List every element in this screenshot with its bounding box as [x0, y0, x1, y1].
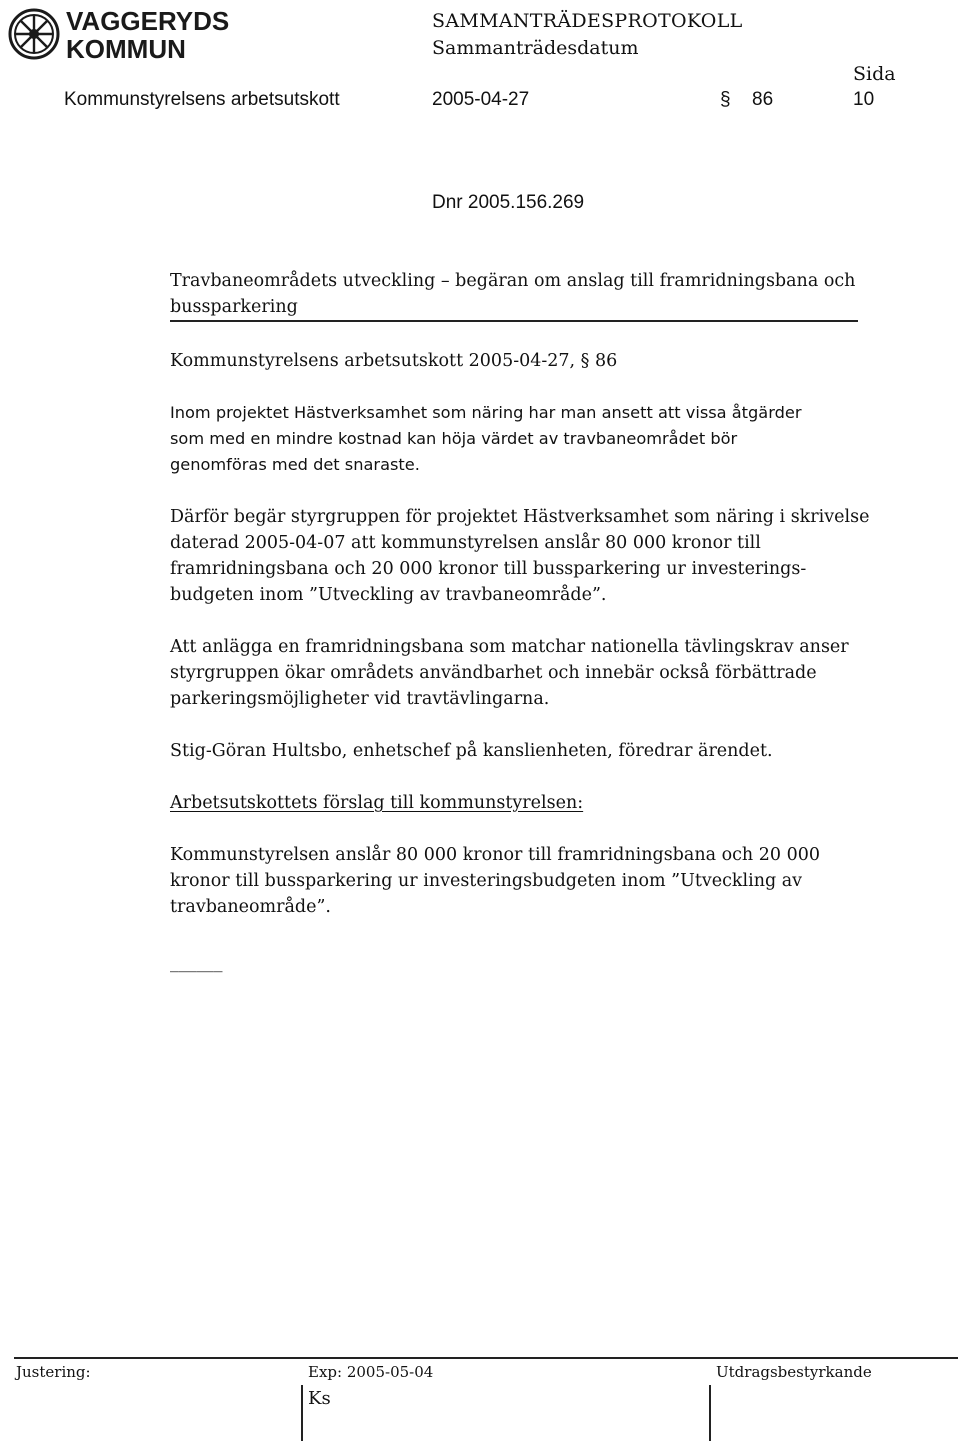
paragraph-number: 86 [752, 89, 774, 110]
reference-line [170, 348, 850, 374]
logo-line-2: KOMMUN [66, 34, 186, 64]
proposal-heading-text: Arbetsutskottets förslag till kommunstyrelsen: [170, 793, 584, 813]
reference-text: Kommunstyrelsens arbetsutskott 2005-04-27, § 86 [170, 351, 618, 371]
paragraph-line: genomföras med det snaraste. [170, 455, 420, 474]
case-title-line: Travbaneområdets utveckling – begäran om anslag till framridningsbana och [170, 271, 856, 291]
signature-box-divider [709, 1385, 711, 1441]
municipality-logo [8, 6, 230, 64]
paragraph-line: Att anlägga en framridningsbana som matchar nationella tävlingskrav anser [170, 637, 849, 657]
logo-line-1: VAGGERYDS [66, 6, 230, 36]
paragraph-line: Inom projektet Hästverksamhet som näring har man ansett att vissa åtgärder [170, 403, 802, 422]
case-title [170, 268, 856, 320]
request-paragraph [170, 504, 870, 608]
intro-paragraph [170, 400, 850, 478]
paragraph-line: som med en mindre kostnad kan höja värdet av travbaneområdet bör [170, 429, 738, 448]
paragraph-line: travbaneområde”. [170, 897, 331, 917]
presenter-line: Stig-Göran Hultsbo, enhetschef på kanslienheten, föredrar ärendet. [170, 741, 773, 761]
wheel-emblem-icon [8, 8, 60, 60]
extract-certification-label: Utdragsbestyrkande [716, 1363, 872, 1381]
protocol-title: SAMMANTRÄDESPROTOKOLL [432, 10, 743, 32]
paragraph-line: budgeten inom ”Utveckling av travbaneområde”. [170, 585, 607, 605]
footer-rule [14, 1357, 958, 1359]
proposal-paragraph [170, 842, 850, 920]
case-number: Dnr 2005.156.269 [432, 192, 585, 213]
end-mark: ______ [170, 953, 223, 973]
presenter-paragraph [170, 738, 850, 764]
paragraph-line: kronor till bussparkering ur investeringsbudgeten inom ”Utveckling av [170, 871, 803, 891]
signature-box-divider [301, 1385, 303, 1441]
title-underline [170, 320, 858, 322]
case-title-line: bussparkering [170, 297, 298, 317]
paragraph-line: daterad 2005-04-07 att kommunstyrelsen anslår 80 000 kronor till [170, 533, 761, 553]
page-label: Sida [853, 63, 896, 85]
paragraph-line: parkeringsmöjligheter vid travtävlingarna. [170, 689, 550, 709]
paragraph-line: Därför begär styrgruppen för projektet Hästverksamhet som näring i skrivelse [170, 507, 870, 527]
signature-initials: Ks [308, 1388, 331, 1409]
paragraph-line: styrgruppen ökar områdets användbarhet och innebär också förbättrade [170, 663, 817, 683]
motivation-paragraph [170, 634, 850, 712]
paragraph-sign: § [720, 89, 731, 110]
page-number: 10 [853, 89, 875, 110]
proposal-heading [170, 790, 850, 816]
expedition-label: Exp: 2005-05-04 [308, 1363, 434, 1381]
committee-name: Kommunstyrelsens arbetsutskott [64, 89, 340, 110]
paragraph-line: framridningsbana och 20 000 kronor till bussparkering ur investerings- [170, 559, 807, 579]
meeting-date: 2005-04-27 [432, 89, 530, 110]
paragraph-line: Kommunstyrelsen anslår 80 000 kronor till framridningsbana och 20 000 [170, 845, 820, 865]
meeting-date-label: Sammanträdesdatum [432, 37, 639, 59]
justering-label: Justering: [16, 1363, 91, 1381]
